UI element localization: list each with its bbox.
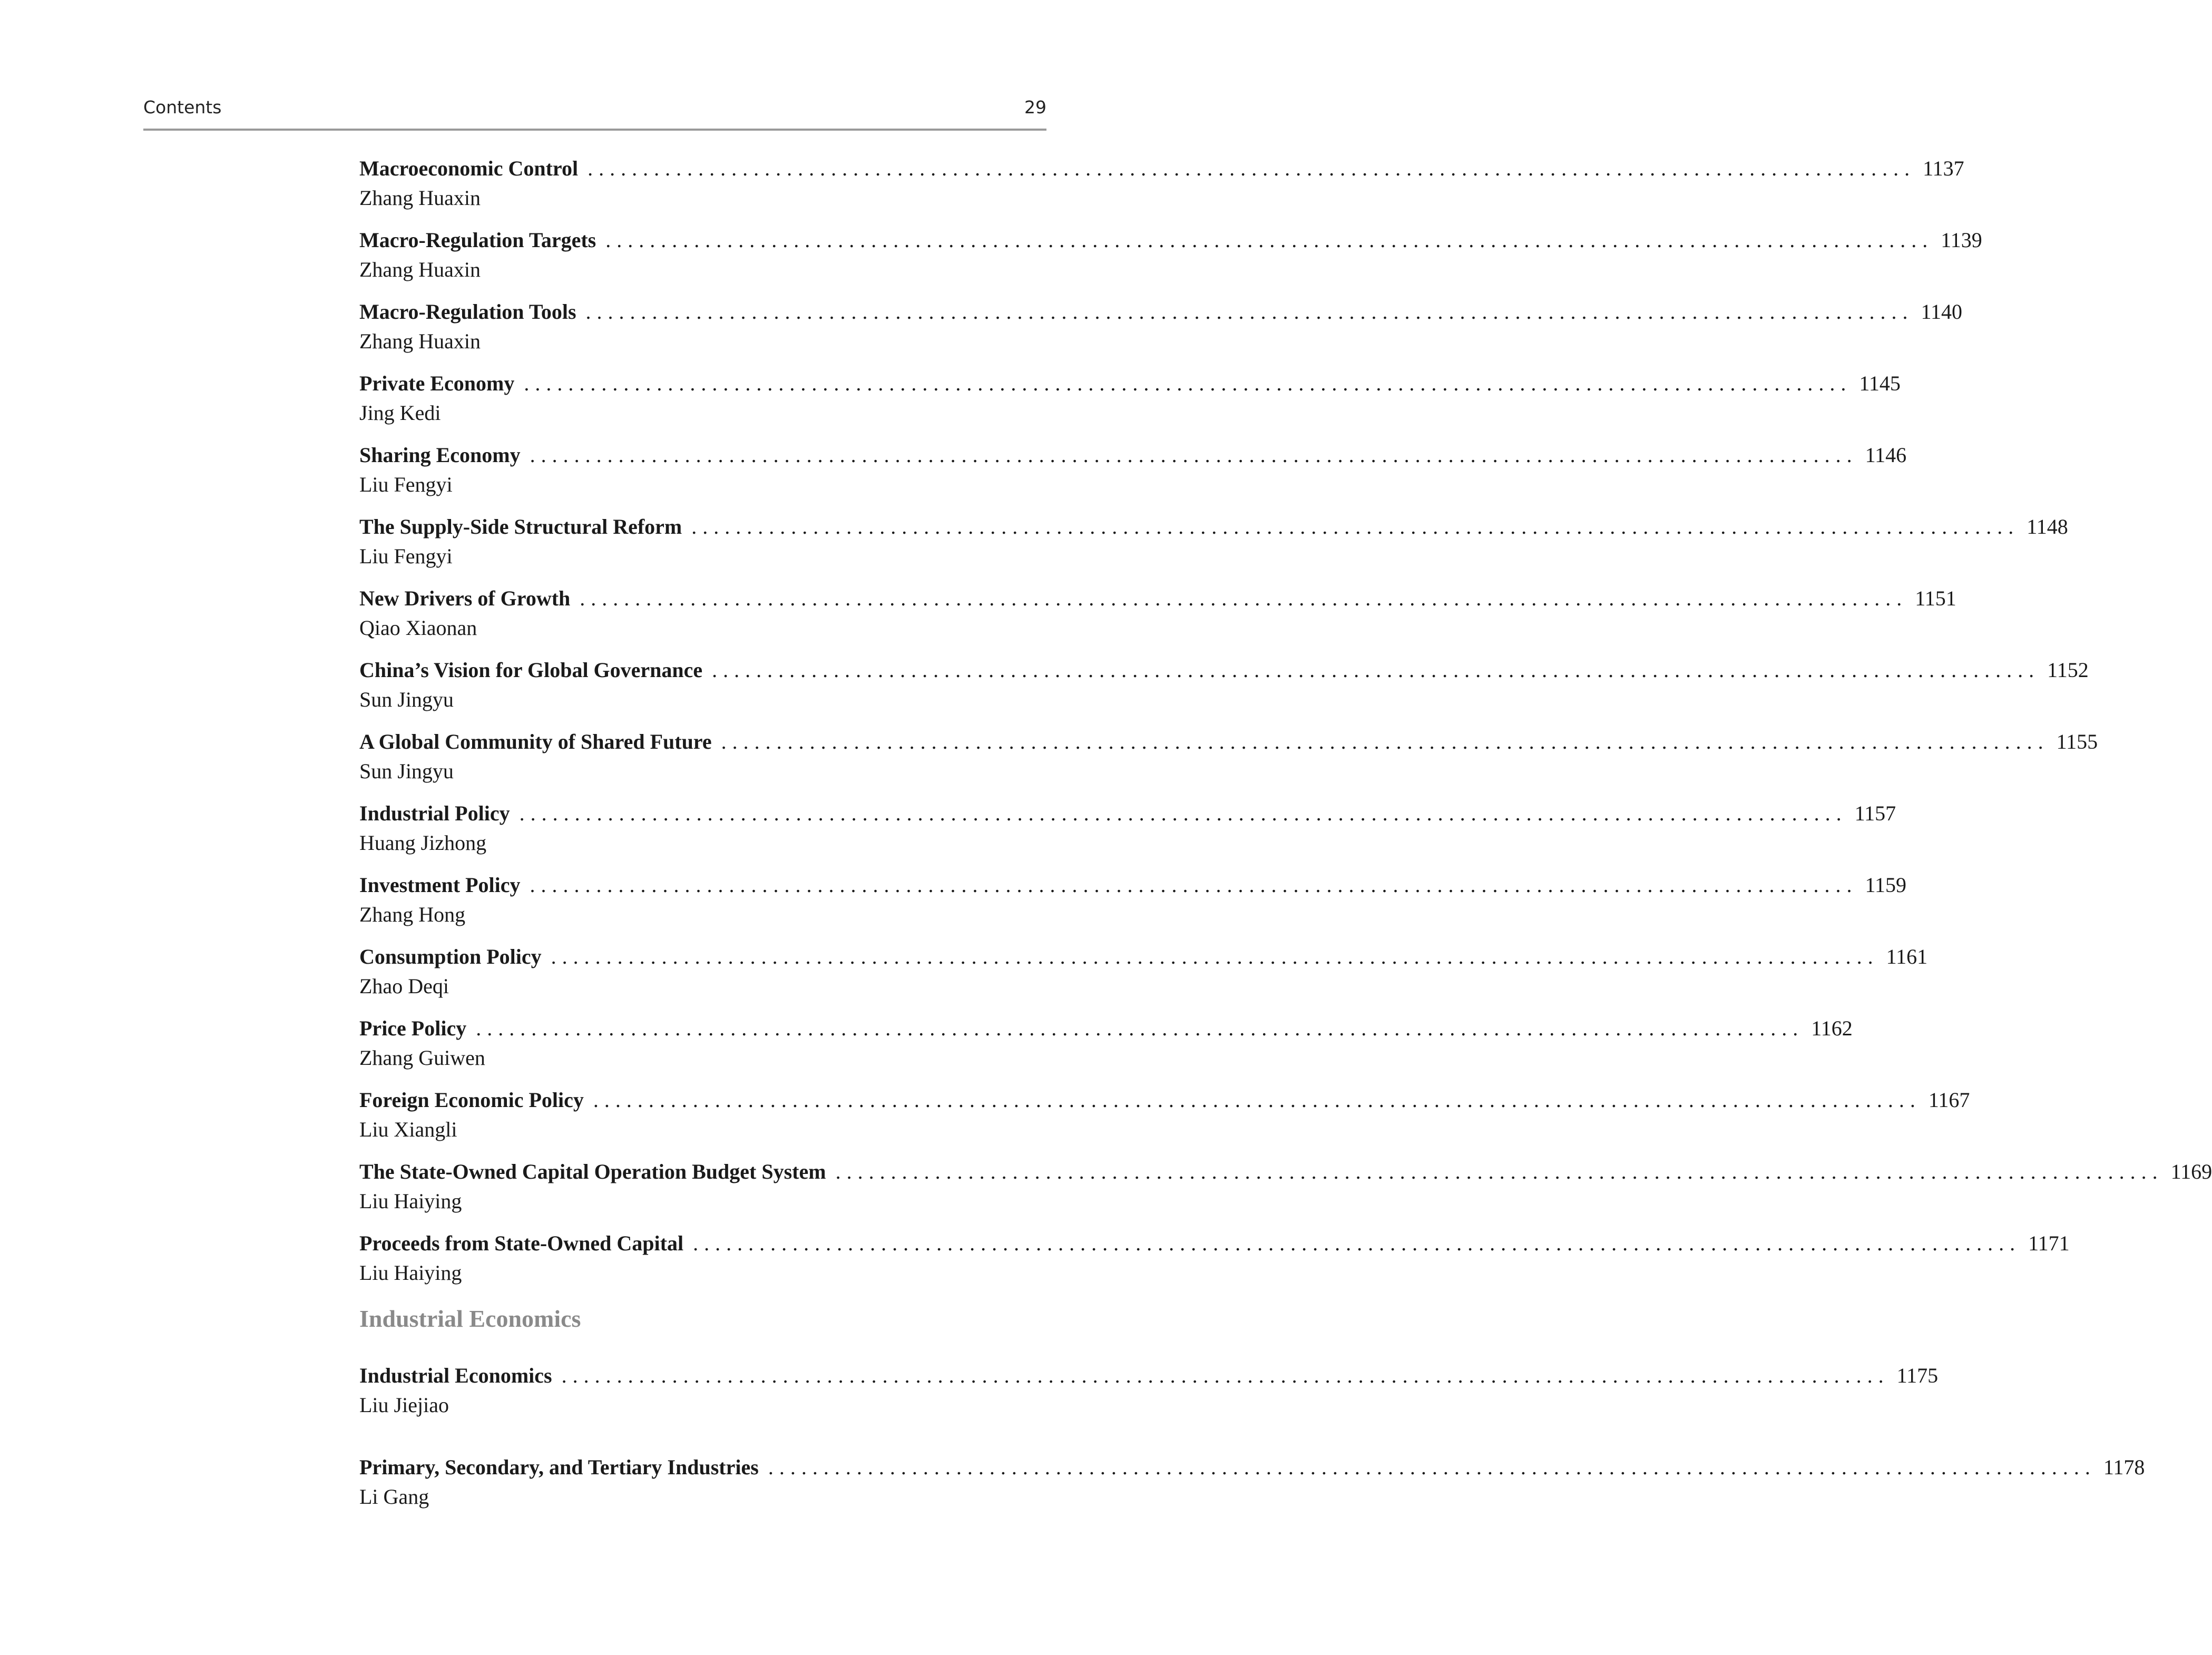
toc-entry-line <box>359 514 2068 543</box>
toc-entry[interactable] <box>359 873 1907 928</box>
running-head-title: Contents <box>143 97 222 117</box>
dot-leader: ........................................................................................................................ <box>605 228 1934 252</box>
toc-entry[interactable] <box>359 299 1963 355</box>
toc-entry-line <box>359 1088 1970 1116</box>
toc-entry-page[interactable]: 1137 <box>1923 156 1964 180</box>
toc-entry-line <box>359 801 1896 829</box>
toc-entry-line <box>359 729 2098 758</box>
toc-entry[interactable] <box>359 944 1928 1000</box>
toc-entry-line <box>359 299 1963 328</box>
dot-leader: ........................................................................................................................ <box>561 1364 1890 1387</box>
dot-leader: ........................................................................................................................ <box>551 945 1879 968</box>
toc-entry[interactable] <box>359 443 1907 498</box>
toc-entry-page[interactable]: 1162 <box>1811 1016 1853 1040</box>
toc-entry-title[interactable]: Proceeds from State-Owned Capital <box>359 1231 684 1255</box>
toc-entry[interactable] <box>359 1016 1853 1072</box>
toc-entry-author: Liu Xiangli <box>359 1118 457 1141</box>
toc-entry-line <box>359 1363 1939 1392</box>
toc-entry-page[interactable]: 1152 <box>2047 658 2089 682</box>
toc-entry-page[interactable]: 1161 <box>1886 945 1928 968</box>
toc-entry-title[interactable]: Investment Policy <box>359 873 521 897</box>
dot-leader: ........................................................................................................................ <box>693 1231 2021 1255</box>
toc-entry-title[interactable]: Foreign Economic Policy <box>359 1088 584 1112</box>
toc-entry-page[interactable]: 1140 <box>1921 300 1963 324</box>
toc-entry-author: Liu Fengyi <box>359 544 453 568</box>
dot-leader: ........................................................................................................................ <box>530 443 1858 467</box>
toc-entry[interactable] <box>359 228 1982 283</box>
table-of-contents <box>359 156 2212 1526</box>
toc-entry[interactable] <box>359 156 1964 212</box>
toc-entry-author: Liu Haiying <box>359 1189 462 1213</box>
toc-entry-line <box>359 586 1956 614</box>
toc-entry-title[interactable]: Macro-Regulation Tools <box>359 300 576 324</box>
toc-entry-title[interactable]: The State-Owned Capital Operation Budget System <box>359 1160 826 1183</box>
toc-entry-title[interactable]: Macroeconomic Control <box>359 156 579 180</box>
toc-entry-title[interactable]: Macro-Regulation Targets <box>359 228 596 252</box>
toc-entry-line <box>359 873 1907 901</box>
toc-entry-title[interactable]: A Global Community of Shared Future <box>359 730 712 753</box>
toc-entry-page[interactable]: 1157 <box>1854 801 1896 825</box>
toc-entry-title[interactable]: China’s Vision for Global Governance <box>359 658 703 682</box>
dot-leader: ........................................................................................................................ <box>768 1455 2096 1479</box>
dot-leader: ........................................................................................................................ <box>593 1088 1921 1112</box>
dot-leader: ........................................................................................................................ <box>691 515 2020 538</box>
toc-entry-author: Li Gang <box>359 1485 429 1509</box>
toc-entry-line <box>359 371 1901 399</box>
toc-entry-page[interactable]: 1175 <box>1896 1364 1939 1387</box>
toc-entry-title[interactable]: Price Policy <box>359 1016 467 1040</box>
toc-entry-author: Zhang Huaxin <box>359 329 481 353</box>
toc-entry-page[interactable]: 1167 <box>1928 1088 1970 1112</box>
toc-entry-author: Zhang Huaxin <box>359 258 481 281</box>
toc-entry-line <box>359 1455 2145 1483</box>
toc-entry-title[interactable]: New Drivers of Growth <box>359 586 571 610</box>
toc-entry-line <box>359 228 1982 256</box>
toc-entry-line <box>359 1159 2212 1188</box>
dot-leader: ........................................................................................................................ <box>519 801 1847 825</box>
page-number: 29 <box>1024 97 1046 117</box>
toc-entry-author: Sun Jingyu <box>359 688 454 711</box>
toc-entry-page[interactable]: 1151 <box>1915 586 1956 610</box>
section-heading: Industrial Economics <box>359 1305 581 1332</box>
toc-entry-author: Zhang Guiwen <box>359 1046 485 1070</box>
toc-entry-title[interactable]: Industrial Policy <box>359 801 510 825</box>
toc-entry-title[interactable]: Primary, Secondary, and Tertiary Industries <box>359 1455 759 1479</box>
toc-entry-page[interactable]: 1148 <box>2027 515 2068 538</box>
toc-entry-title[interactable]: The Supply-Side Structural Reform <box>359 515 682 538</box>
toc-entry-page[interactable]: 1171 <box>2028 1231 2070 1255</box>
toc-entry[interactable] <box>359 729 2098 785</box>
dot-leader: ........................................................................................................................ <box>476 1016 1804 1040</box>
toc-entry-author: Sun Jingyu <box>359 759 454 783</box>
toc-entry-line <box>359 658 2089 686</box>
toc-entry-page[interactable]: 1145 <box>1859 371 1901 395</box>
toc-entry-line <box>359 156 1964 184</box>
toc-entry-line <box>359 1016 1853 1044</box>
toc-entry-title[interactable]: Consumption Policy <box>359 945 542 968</box>
toc-entry[interactable] <box>359 1159 2212 1215</box>
toc-entry-page[interactable]: 1169 <box>2170 1160 2212 1183</box>
toc-entry-line <box>359 443 1907 471</box>
toc-entry-author: Huang Jizhong <box>359 831 487 855</box>
dot-leader: ........................................................................................................................ <box>580 586 1908 610</box>
toc-group-1 <box>359 156 2212 1287</box>
toc-entry-author: Qiao Xiaonan <box>359 616 477 640</box>
dot-leader: ........................................................................................................................ <box>585 300 1914 324</box>
toc-entry-author: Liu Fengyi <box>359 473 453 496</box>
toc-entry-author: Jing Kedi <box>359 401 441 425</box>
toc-entry-title[interactable]: Industrial Economics <box>359 1364 552 1387</box>
toc-entry[interactable] <box>359 801 1896 857</box>
toc-entry-title[interactable]: Private Economy <box>359 371 515 395</box>
toc-entry[interactable] <box>359 371 1901 427</box>
toc-entry[interactable] <box>359 586 1956 642</box>
toc-entry[interactable] <box>359 1088 1970 1143</box>
toc-entry[interactable] <box>359 1363 1939 1419</box>
toc-entry-author: Zhao Deqi <box>359 974 449 998</box>
toc-entry-author: Zhang Hong <box>359 903 466 926</box>
toc-entry-page[interactable]: 1155 <box>2056 730 2098 753</box>
toc-entry[interactable] <box>359 658 2089 713</box>
toc-entry[interactable] <box>359 1231 2070 1287</box>
dot-leader: ........................................................................................................................ <box>835 1160 2164 1183</box>
toc-entry-title[interactable]: Sharing Economy <box>359 443 521 467</box>
toc-entry-author: Liu Haiying <box>359 1261 462 1285</box>
toc-entry-page[interactable]: 1146 <box>1865 443 1907 467</box>
toc-entry-page[interactable]: 1139 <box>1941 228 1982 252</box>
toc-entry-page[interactable]: 1159 <box>1865 873 1907 897</box>
toc-entry-line <box>359 944 1928 973</box>
dot-leader: ........................................................................................................................ <box>712 658 2040 682</box>
toc-entry-author: Liu Jiejiao <box>359 1393 449 1417</box>
toc-entry[interactable] <box>359 514 2068 570</box>
dot-leader: ........................................................................................................................ <box>530 873 1858 897</box>
toc-entry[interactable] <box>359 1455 2145 1511</box>
dot-leader: ........................................................................................................................ <box>524 371 1852 395</box>
dot-leader: ........................................................................................................................ <box>588 156 1916 180</box>
running-head <box>143 97 1046 131</box>
toc-group-2 <box>359 1363 2145 1511</box>
toc-entry-page[interactable]: 1178 <box>2103 1455 2145 1479</box>
dot-leader: ........................................................................................................................ <box>721 730 2049 753</box>
toc-entry-line <box>359 1231 2070 1259</box>
toc-entry-author: Zhang Huaxin <box>359 186 481 210</box>
